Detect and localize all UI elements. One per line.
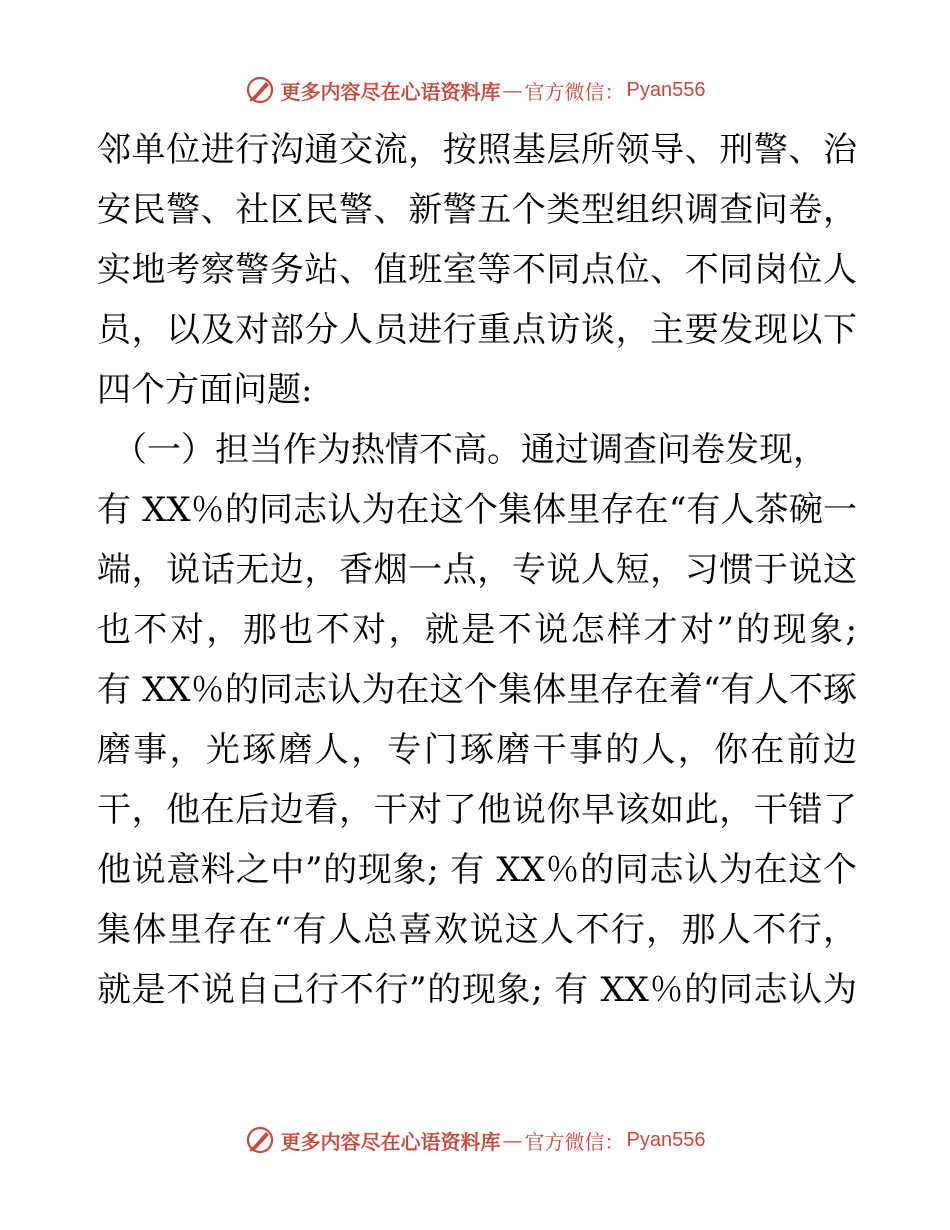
header-watermark bbox=[0, 72, 950, 108]
quill-pen-logo-icon bbox=[245, 75, 275, 105]
text-line: 实地考察警务站、值班室等不同点位、不同岗位人 bbox=[97, 250, 857, 290]
text-line: 有 XX％的同志认为在这个集体里存在“有人茶碗一 bbox=[97, 490, 857, 530]
quill-pen-logo-icon bbox=[245, 1125, 275, 1155]
watermark-id: Pyan556 bbox=[626, 78, 706, 101]
section-heading-line: （一）担当作为热情不高。通过调查问卷发现， bbox=[113, 430, 827, 470]
text-line: 就是不说自己行不行”的现象; 有 XX％的同志认为 bbox=[97, 970, 857, 1010]
text-line: 员，以及对部分人员进行重点访谈，主要发现以下 bbox=[97, 310, 857, 350]
text-line: 端，说话无边，香烟一点，专说人短，习惯于说这 bbox=[97, 550, 857, 590]
watermark-main-text: 更多内容尽在心语资料库 bbox=[280, 79, 501, 104]
text-line: 邻单位进行沟通交流，按照基层所领导、刑警、治 bbox=[97, 130, 857, 170]
text-line: 他说意料之中”的现象; 有 XX％的同志认为在这个 bbox=[97, 850, 857, 890]
watermark-label: 官方微信： bbox=[524, 1129, 625, 1154]
text-line: 安民警、社区民警、新警五个类型组织调查问卷， bbox=[97, 190, 857, 230]
text-line: 也不对，那也不对，就是不说怎样才对”的现象; bbox=[97, 610, 857, 650]
watermark-separator: — bbox=[502, 1128, 523, 1152]
text-line: 干，他在后边看，干对了他说你早该如此，干错了 bbox=[97, 790, 857, 830]
footer-watermark bbox=[0, 1122, 950, 1158]
text-line: 有 XX％的同志认为在这个集体里存在着“有人不琢 bbox=[97, 670, 857, 710]
text-line: 四个方面问题: bbox=[97, 370, 313, 410]
watermark-label: 官方微信： bbox=[524, 79, 625, 104]
watermark-id: Pyan556 bbox=[626, 1128, 706, 1151]
document-body bbox=[97, 120, 857, 1020]
text-line: 集体里存在“有人总喜欢说这人不行，那人不行， bbox=[97, 910, 857, 950]
text-line: 磨事，光琢磨人，专门琢磨干事的人，你在前边 bbox=[97, 730, 857, 770]
watermark-separator: — bbox=[502, 78, 523, 102]
watermark-main-text: 更多内容尽在心语资料库 bbox=[280, 1129, 501, 1154]
